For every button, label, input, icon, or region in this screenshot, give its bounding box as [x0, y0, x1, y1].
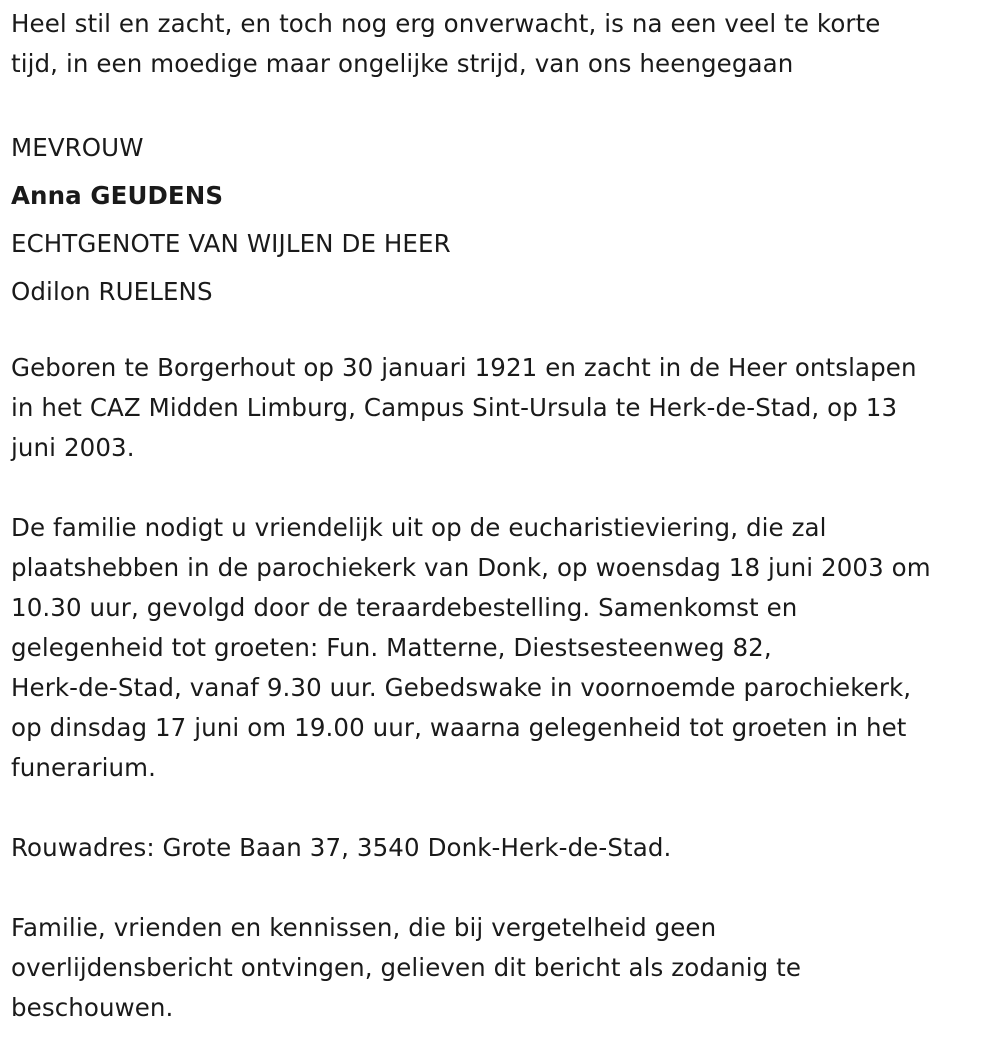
deceased-block	[11, 124, 990, 316]
ceremony-line: Herk-de-Stad, vanaf 9.30 uur. Gebedswake in voornoemde parochiekerk,	[11, 673, 912, 702]
intro-line: tijd, in een moedige maar ongelijke strijd, van ons heengegaan	[11, 49, 794, 78]
title-text: MEVROUW	[11, 133, 144, 162]
ceremony-paragraph	[11, 508, 990, 788]
ceremony-line: gelegenheid tot groeten: Fun. Matterne, Diestsesteenweg 82,	[11, 633, 772, 662]
ceremony-line: funerarium.	[11, 753, 157, 782]
closing-line: overlijdensbericht ontvingen, gelieven dit bericht als zodanig te	[11, 953, 802, 982]
deceased-name: Anna GEUDENS	[11, 181, 224, 210]
closing-paragraph	[11, 908, 990, 1028]
birth-death-line: juni 2003.	[11, 433, 135, 462]
ceremony-line: De familie nodigt u vriendelijk uit op de eucharistieviering, die zal	[11, 513, 827, 542]
intro-paragraph	[11, 4, 990, 84]
ceremony-line: 10.30 uur, gevolgd door de teraardebestelling. Samenkomst en	[11, 593, 798, 622]
closing-line: beschouwen.	[11, 993, 174, 1022]
closing-line: Familie, vrienden en kennissen, die bij vergetelheid geen	[11, 913, 717, 942]
birth-death-line: in het CAZ Midden Limburg, Campus Sint-Ursula te Herk-de-Stad, op 13	[11, 393, 898, 422]
mourning-address: Rouwadres: Grote Baan 37, 3540 Donk-Herk-de-Stad.	[11, 833, 672, 862]
ceremony-line: op dinsdag 17 juni om 19.00 uur, waarna gelegenheid tot groeten in het	[11, 713, 907, 742]
spouse-name: Odilon RUELENS	[11, 277, 213, 306]
intro-line: Heel stil en zacht, en toch nog erg onverwacht, is na een veel te korte	[11, 9, 881, 38]
address-paragraph	[11, 828, 990, 868]
birth-death-line: Geboren te Borgerhout op 30 januari 1921 en zacht in de Heer ontslapen	[11, 353, 917, 382]
relation-text: ECHTGENOTE VAN WIJLEN DE HEER	[11, 229, 451, 258]
ceremony-line: plaatshebben in de parochiekerk van Donk, op woensdag 18 juni 2003 om	[11, 553, 931, 582]
birth-death-paragraph	[11, 348, 990, 468]
